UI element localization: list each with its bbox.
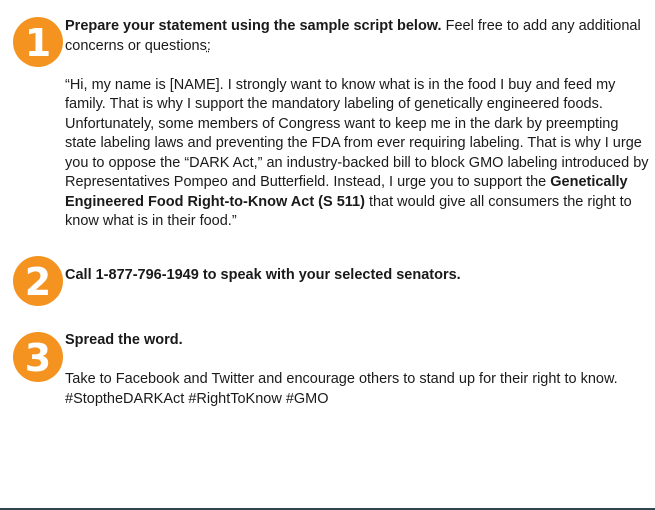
step-1-badge <box>13 17 63 67</box>
bill-name: Genetically Engineered Food Right-to-Know Act (S 511) <box>65 174 628 210</box>
sample-script-part1: “Hi, my name is [NAME]. I strongly want to know what is in the food I buy and feed my family. That is why I support the mandatory labeling of genetically engineered foods. Unfortunately, some members of Congress want to keep me in the dark by preempting state labeling laws and preventing the FDA from ever requiring labeling. That is why I urge you to oppose the “DARK Act,” an industry-backed bill to block GMO labeling introduced by Representatives Pompeo and Butterfield. Instead, I urge you to support the <box>65 76 649 190</box>
step-3-number: 3 <box>24 336 52 380</box>
step-1-heading <box>65 17 650 56</box>
step-1-number: 1 <box>24 21 52 65</box>
step-1-heading-bold: Prepare your statement using the sample script below. <box>65 18 442 34</box>
step-3-heading: Spread the word. <box>65 332 183 348</box>
step-2-text: Call 1-877-796-1949 to speak with your selected senators. <box>65 267 461 283</box>
step-3-content <box>65 331 650 409</box>
step-1-heading-rest: Feel free to add any additional concerns or questions <box>65 18 641 54</box>
sample-script-part2: that would give all consumers the right to know what is in their food.” <box>65 193 632 229</box>
sample-script <box>65 76 650 232</box>
step-1-heading-colon: : <box>206 37 211 54</box>
step-2-content <box>65 266 650 286</box>
step-3-body: Take to Facebook and Twitter and encourage others to stand up for their right to know. #StoptheDARKAct #RightToKnow #GMO <box>65 371 618 407</box>
step-3-badge <box>13 332 63 382</box>
step-2-number: 2 <box>24 260 52 304</box>
step-2-badge <box>13 256 63 306</box>
step-1-content <box>65 17 650 232</box>
